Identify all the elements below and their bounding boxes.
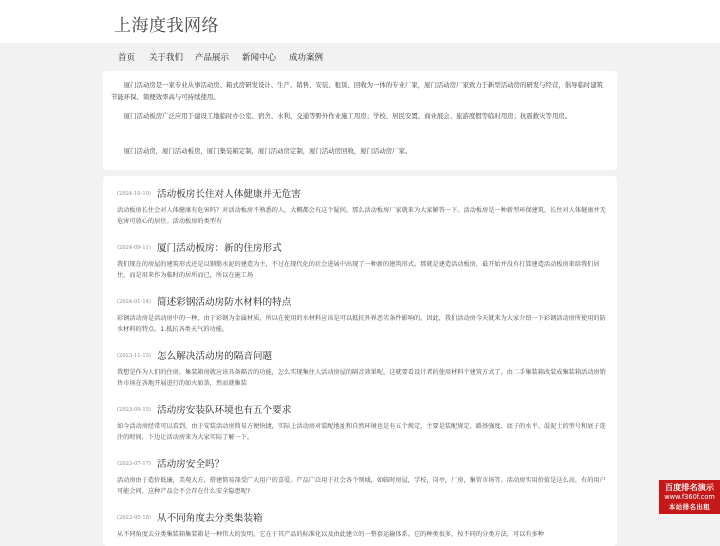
news-excerpt: 活动板房长住会对人体健康有危害吗？对活动板房不熟悉的人，大概都会有这个疑问。那么活动板房厂家就来为大家解答一下。活动板房是一种新型环保建筑，长住对人体健康并无危害可放心的居住。活动板房的类型有 <box>117 207 606 225</box>
site-title[interactable]: 上海度我网络 <box>114 16 219 36</box>
news-title-link[interactable]: 活动房安装队环境也有五个要求 <box>157 405 292 416</box>
news-item <box>117 401 607 443</box>
news-date: (2024-10-10) <box>117 191 151 197</box>
news-item <box>117 239 607 281</box>
news-date: (2023-09-15) <box>117 407 151 413</box>
news-item <box>117 455 607 497</box>
site-header <box>0 0 720 43</box>
news-title-link[interactable]: 怎么解决活动房的隔音问题 <box>157 351 273 362</box>
nav-item-products[interactable]: 产品展示 <box>195 53 230 63</box>
badge-line-3: 本站排名出租 <box>668 503 711 511</box>
news-date: (2023-07-17) <box>117 461 151 467</box>
news-date: (2024-09-11) <box>117 245 151 251</box>
main-nav <box>0 43 720 71</box>
news-title-link[interactable]: 厦门活动板房：新的住房形式 <box>157 243 282 254</box>
nav-item-home[interactable]: 首页 <box>118 53 136 63</box>
intro-paragraph: 厦门活动房，厦门活动板房，厦门集装箱定制，厦门活动房定制，厦门活动房回收，厦门活动房厂家。 <box>111 147 412 155</box>
intro-card <box>103 71 617 170</box>
badge-line-1: 百度排名演示 <box>664 482 715 492</box>
nav-item-cases[interactable]: 成功案例 <box>289 53 324 63</box>
news-date: (2023-11-15) <box>117 353 151 359</box>
news-item <box>117 293 607 335</box>
news-excerpt: 我想是作为人们的住房，集装箱房就应该具备隔音的功能，怎么实现集住人活动房屋的隔音效果呢，这就要看设计者的使用材料个建筑方式了。由二手集装箱改装成集装箱活动房销售市场在各地开展进行的如火如荼，然而就集装 <box>117 369 606 387</box>
news-title-link[interactable]: 简述彩钢活动房防水材料的特点 <box>157 297 292 308</box>
news-excerpt: 我们现在的房屋的建筑形式还是以钢筋水泥的建造为主，不过在现代化的社会进展中出现了一种新的建筑形式。那就是建造活动板房，最开始并没有打算建造活动板房来给我们居住。而是用来作为临时的居所而已，所以在施工场 <box>117 261 600 279</box>
news-item <box>117 509 607 546</box>
intro-paragraph: 厦门活动房是一家专业从事活动房、箱式房研发设计、生产、销售、安装、租赁、回收为一体的专业厂家，厦门活动房厂家致力于新型活动房的研发与经营，倡导临时建筑节能环保、简便效率高与可持续使用。 <box>111 81 604 101</box>
news-title-link[interactable]: 从不同角度去分类集装箱 <box>157 513 263 524</box>
news-title-link[interactable]: 活动板房长住对人体健康并无危害 <box>157 189 301 200</box>
nav-item-about[interactable]: 关于我们 <box>149 53 184 63</box>
news-item <box>117 185 607 227</box>
news-excerpt: 活动房由于造价低廉，美观大方，搭建简易深受广大用户的喜爱。产品广泛用于社会各个领域，如临时房屋，学校，岗亭，厂房，集贸市场等。活动房实用价值是这么高，有的用户可能会问，这种产品会不会存在什么安全隐患呢? <box>117 477 606 495</box>
news-date: (2023-05-18) <box>117 515 151 521</box>
ranking-ad-badge[interactable] <box>659 480 720 514</box>
news-list <box>103 176 617 546</box>
news-excerpt: 从不同角度去分类集装箱集装箱是一种伟大的发明，它在于其产品的标准化以及由此建立的一整套运输体系。它的种类很多，按不同的分类方法，可以有多种 <box>117 531 544 538</box>
nav-item-news[interactable]: 新闻中心 <box>242 53 277 63</box>
news-excerpt: 彩钢活动房是活动房中的一种，由于彩钢为金属材质，所以在使用的水材料应该是可以抵抗外界恶劣条件影响的。因此，我们活动房今天就来为大家介绍一下彩钢活动房所使用的防水材料的特点。1.抵抗各类天气的功能。 <box>117 315 606 333</box>
news-item <box>117 347 607 389</box>
intro-paragraph: 厦门活动板房广泛应用于建设工地临时办公室、宿舍、水利、交通等野外作业施工用房；学校、居民安置、商业展会、旅游度假等临时用房；抗震救灾等用房。 <box>111 112 572 120</box>
news-title-link[interactable]: 活动房安全吗？ <box>157 459 225 470</box>
news-excerpt: 如今活动房经常可以看到，由于安装活动房简易方便快捷，实际上活动房对装配地址和自然环境也是有五个规定，主要是装配规定、路基强度、底子的水平、混泥土的型号和底子连注的时间，下边让活动房来为大家实际了解一下。 <box>117 423 606 441</box>
badge-line-2: www.f360f.com <box>664 493 715 501</box>
news-date: (2024-01-14) <box>117 299 151 305</box>
